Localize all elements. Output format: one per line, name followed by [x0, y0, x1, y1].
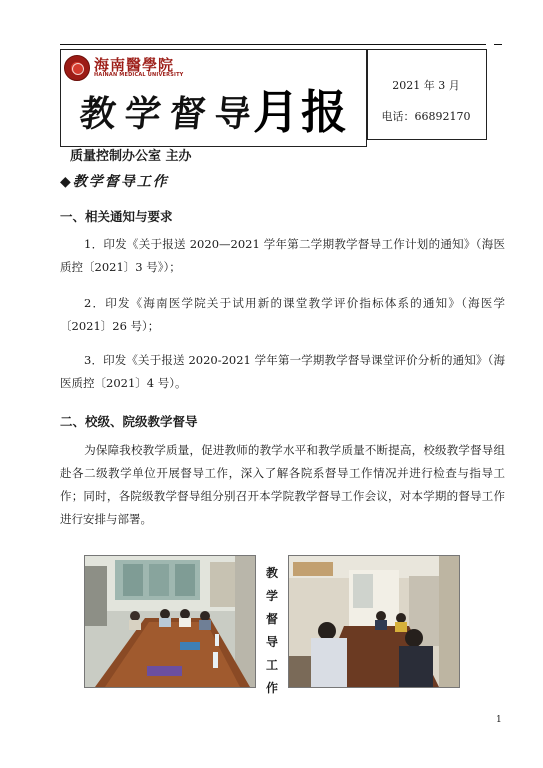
section-title: ◆教学督导工作: [60, 174, 169, 190]
header-top-rule: [60, 44, 486, 45]
subsection-heading-supervision: 二、校级、院级教学督导: [60, 414, 198, 429]
notice-item-text: 1．印发《关于报送 2020—2021 学年第二学期教学督导工作计划的通知》（海医质控〔2021〕3 号》）；: [60, 237, 505, 274]
university-seal-icon: [64, 55, 90, 81]
notice-item: [60, 349, 505, 395]
supervision-paragraph-text: 为保障我校教学质量，促进教师的教学水平和教学质量不断提高，校级教学督导组赴各二级教学单位开展督导工作，深入了解各院系督导工作情况并进行检查与指导工作；同时，各院级教学督导组分别召开本学院教学督导工作会议，对本学期的督导工作进行安排与部署。: [60, 443, 505, 526]
contact-phone: 电话：66892170: [381, 110, 471, 123]
university-name-en: HAINAN MEDICAL UNIVERSITY: [94, 72, 184, 78]
meeting-photo-1: [84, 555, 256, 688]
notice-item-text: 2．印发《海南医学院关于试用新的课堂教学评价指标体系的通知》（海医学〔2021〕26 号）；: [60, 296, 505, 333]
organizer-line: 质量控制办公室 主办: [70, 149, 192, 164]
header-top-dash: [494, 44, 502, 45]
notice-item-text: 3．印发《关于报送 2020-2021 学年第一学期教学督导课堂评价分析的通知》（海医质控〔2021〕4 号）。: [60, 353, 505, 390]
notice-item: [60, 292, 505, 338]
issue-date: 2021 年 3 月: [392, 79, 460, 92]
masthead-info-box: [367, 49, 487, 140]
photo-caption: 教学督导工作: [265, 566, 278, 695]
subsection-heading-notices: 一、相关通知与要求: [60, 209, 173, 224]
newsletter-title-part2: 月报: [253, 85, 349, 139]
notice-item: [60, 233, 505, 279]
newsletter-title-part1: 教学督导: [77, 93, 262, 135]
supervision-paragraph: [60, 439, 505, 531]
page-number: 1: [496, 715, 502, 725]
meeting-photo-2: [288, 555, 460, 688]
university-name-cn: 海南醫學院: [94, 56, 175, 74]
